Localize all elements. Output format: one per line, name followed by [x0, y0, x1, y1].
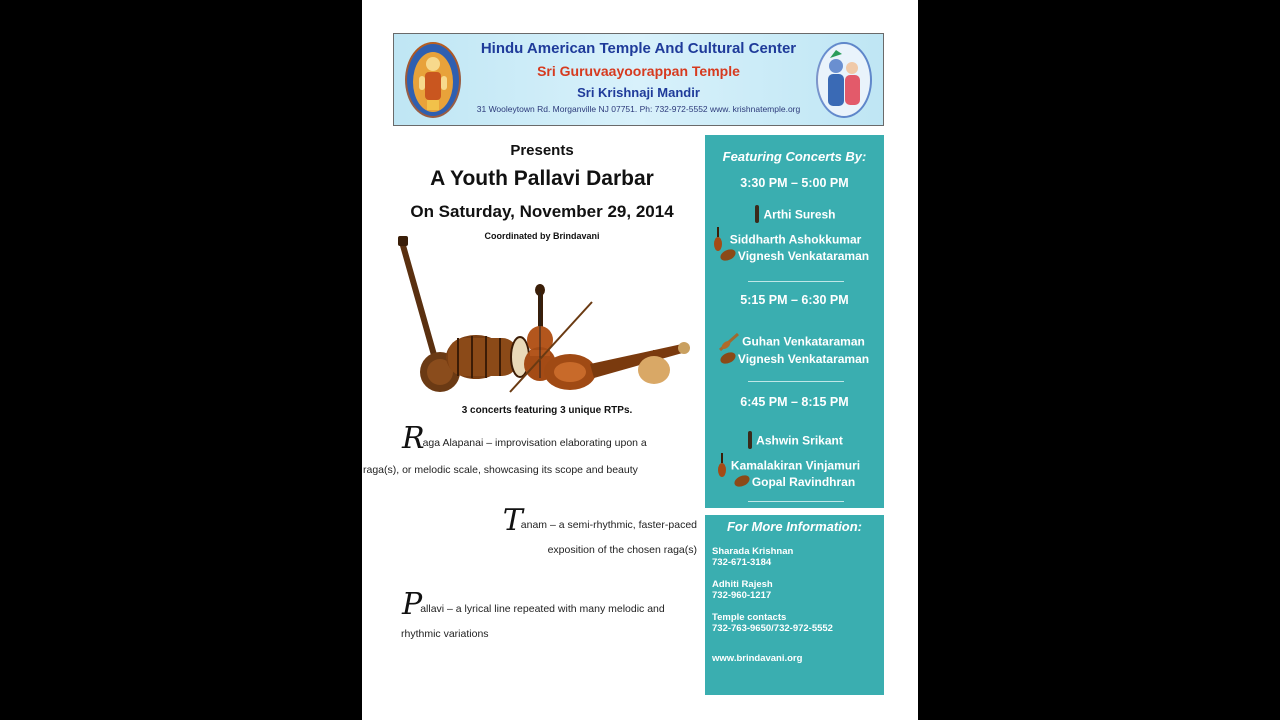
temple-banner [393, 33, 884, 126]
slot-1-time: 3:30 PM – 5:00 PM [740, 176, 849, 190]
performer-row [705, 431, 884, 452]
mandir-name: Sri Krishnaji Mandir [577, 85, 700, 100]
raga-dropcap: R [402, 421, 425, 456]
mridangam-icon [720, 249, 736, 264]
pallavi-line1: allavi – a lyrical line repeated with many melodic and [420, 603, 665, 615]
contact-name: Temple contacts [712, 612, 787, 623]
concerts-panel [705, 135, 884, 508]
tanam-line2: exposition of the chosen raga(s) [547, 544, 697, 556]
pallavi-line2: rhythmic variations [401, 628, 489, 640]
tanam-description [482, 503, 697, 563]
contact-phone: 732-671-3184 [712, 557, 772, 568]
info-panel [705, 515, 884, 695]
contact-name: Sharada Krishnan [712, 546, 794, 557]
contact-phone: 732-960-1217 [712, 590, 772, 601]
temple-subname: Sri Guruvaayoorappan Temple [537, 63, 740, 79]
raga-line1: aga Alapanai – improvisation elaborating upon a [422, 437, 647, 449]
divider [748, 501, 844, 502]
tanam-dropcap: T [502, 503, 523, 538]
microphone-icon [753, 205, 761, 226]
contact-name: Adhiti Rajesh [712, 579, 773, 590]
tanam-line1: anam – a semi-rhythmic, faster-paced [520, 519, 697, 531]
performer-name: Kamalakiran Vinjamuri [730, 458, 861, 473]
performer-name: Guhan Venkataraman [742, 334, 865, 349]
flyer-page [362, 0, 918, 720]
performer-row [705, 475, 884, 490]
contact-phone: 732-763-9650/732-972-5552 [712, 623, 833, 634]
pallavi-dropcap: P [402, 587, 423, 622]
website-link[interactable]: www.brindavani.org [712, 653, 803, 664]
info-heading: For More Information: [726, 519, 863, 534]
mridangam-icon [720, 352, 736, 367]
raga-description [363, 421, 702, 483]
performer-name: Gopal Ravindhran [751, 475, 856, 489]
raga-line2: raga(s), or melodic scale, showcasing its scope and beauty [363, 464, 638, 476]
slot-3-time: 6:45 PM – 8:15 PM [740, 395, 849, 409]
performer-name: Vignesh Venkataraman [737, 352, 870, 366]
rtps-summary: 3 concerts featuring 3 unique RTPs. [461, 405, 633, 416]
coordinator-label: Coordinated by Brindavani [484, 231, 600, 241]
presents-label: Presents [510, 142, 574, 159]
divider [748, 281, 844, 282]
event-date: On Saturday, November 29, 2014 [410, 202, 674, 221]
mridangam-icon [734, 475, 750, 490]
temple-name: Hindu American Temple And Cultural Center [480, 40, 797, 57]
concerts-heading: Featuring Concerts By: [722, 149, 867, 164]
event-title: A Youth Pallavi Darbar [430, 167, 654, 190]
performer-row [705, 205, 884, 226]
pallavi-description [401, 587, 702, 647]
performer-row [705, 249, 884, 264]
performer-name: Vignesh Venkataraman [737, 249, 870, 263]
temple-address: 31 Wooleytown Rd. Morganville NJ 07751. Ph: 732-972-5552 www. krishnatemple.org [476, 104, 801, 114]
microphone-icon [746, 431, 754, 452]
performer-name: Siddharth Ashokkumar [729, 232, 862, 247]
performer-name: Ashwin Srikant [756, 433, 843, 448]
performer-name: Arthi Suresh [763, 207, 836, 222]
divider [748, 381, 844, 382]
instruments-illustration [392, 232, 702, 397]
performer-row [705, 352, 884, 367]
mridangam-drum-icon [446, 335, 529, 379]
slot-2-time: 5:15 PM – 6:30 PM [740, 293, 849, 307]
contact-3 [712, 612, 833, 634]
contact-2 [712, 579, 773, 601]
contact-1 [712, 546, 793, 568]
veena-icon [544, 342, 690, 390]
